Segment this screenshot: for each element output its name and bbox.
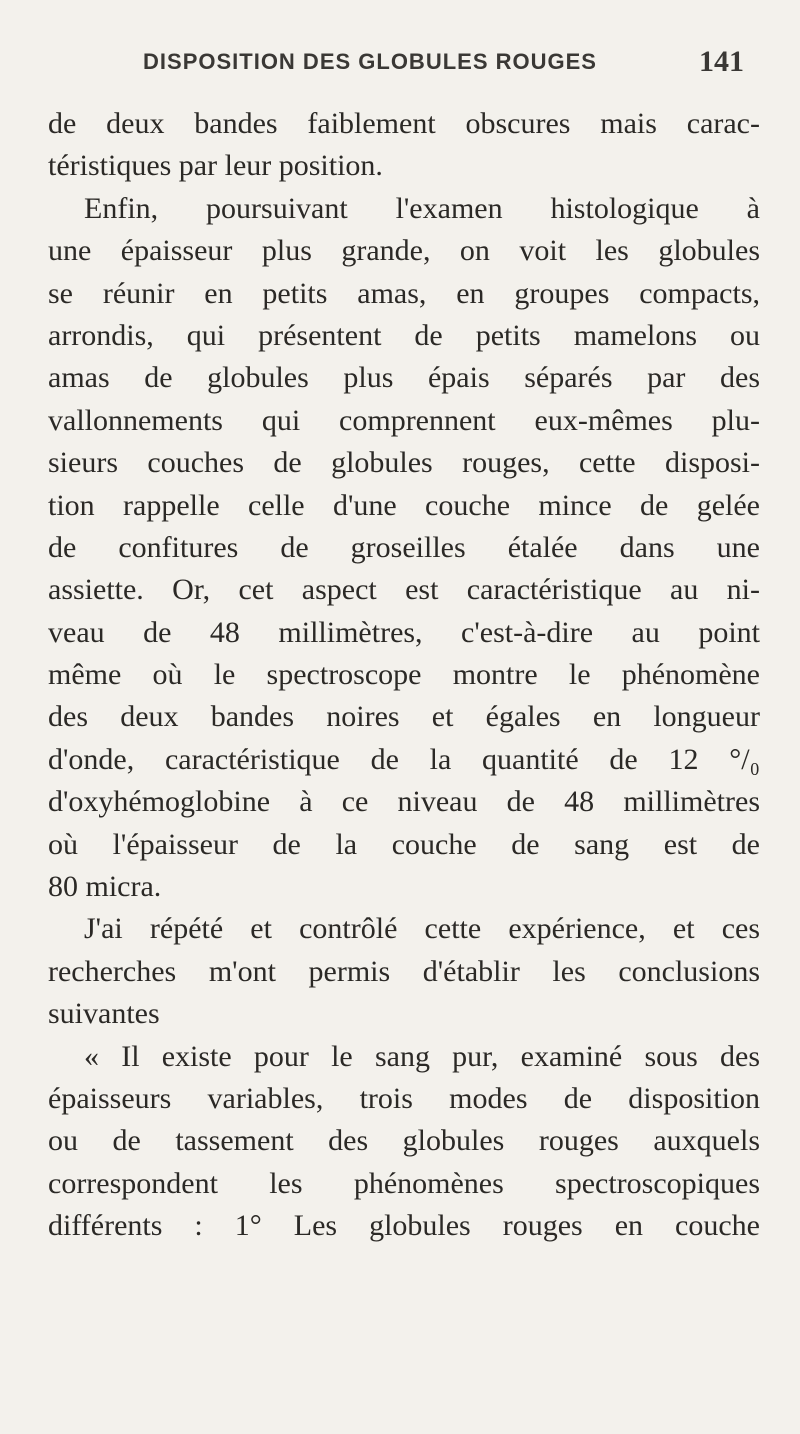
- text-line: assiette. Or, cet aspect est caractéristique au ni-: [48, 573, 760, 607]
- running-header: [90, 42, 750, 82]
- text-line: amas de globules plus épais séparés par des: [48, 361, 760, 395]
- text-line: même où le spectroscope montre le phénomène: [48, 658, 760, 692]
- text-line: J'ai répété et contrôlé cette expérience, et ces: [84, 912, 760, 946]
- text-line: se réunir en petits amas, en groupes compacts,: [48, 276, 760, 310]
- text-line: sieurs couches de globules rouges, cette disposi-: [48, 446, 760, 480]
- text-line: une épaisseur plus grande, on voit les globules: [48, 234, 760, 268]
- text-line: ou de tassement des globules rouges auxquels: [48, 1124, 760, 1158]
- text-line: « Il existe pour le sang pur, examiné sous des: [84, 1039, 760, 1073]
- text-line: de confitures de groseilles étalée dans une: [48, 530, 760, 564]
- text-line: Enfin, poursuivant l'examen histologique à: [84, 191, 760, 225]
- text-line: correspondent les phénomènes spectroscopiques: [48, 1166, 760, 1200]
- text-line: veau de 48 millimètres, c'est-à-dire au point: [48, 615, 760, 649]
- text-line: recherches m'ont permis d'établir les conclusions: [48, 954, 760, 988]
- text-line: tion rappelle celle d'une couche mince de gelée: [48, 488, 760, 522]
- text-line: d'onde, caractéristique de la quantité de 12 °/₀: [48, 742, 760, 776]
- text-line: des deux bandes noires et égales en longueur: [48, 700, 760, 734]
- running-title: DISPOSITION DES GLOBULES ROUGES: [143, 49, 597, 74]
- body-text: [48, 103, 760, 1248]
- text-line: épaisseurs variables, trois modes de disposition: [48, 1081, 760, 1115]
- text-line: vallonnements qui comprennent eux-mêmes plu-: [48, 403, 760, 437]
- text-line: où l'épaisseur de la couche de sang est de: [48, 827, 760, 861]
- text-line: 80 micra.: [48, 870, 162, 904]
- text-line: arrondis, qui présentent de petits mamelons ou: [48, 318, 760, 352]
- text-line: d'oxyhémoglobine à ce niveau de 48 millimètres: [48, 785, 760, 819]
- text-line: de deux bandes faiblement obscures mais carac-: [48, 107, 760, 140]
- page-number: 141: [699, 45, 744, 78]
- text-line: suivantes: [48, 997, 160, 1031]
- text-line: différents : 1° Les globules rouges en couche: [48, 1209, 760, 1243]
- text-line: téristiques par leur position.: [48, 149, 383, 183]
